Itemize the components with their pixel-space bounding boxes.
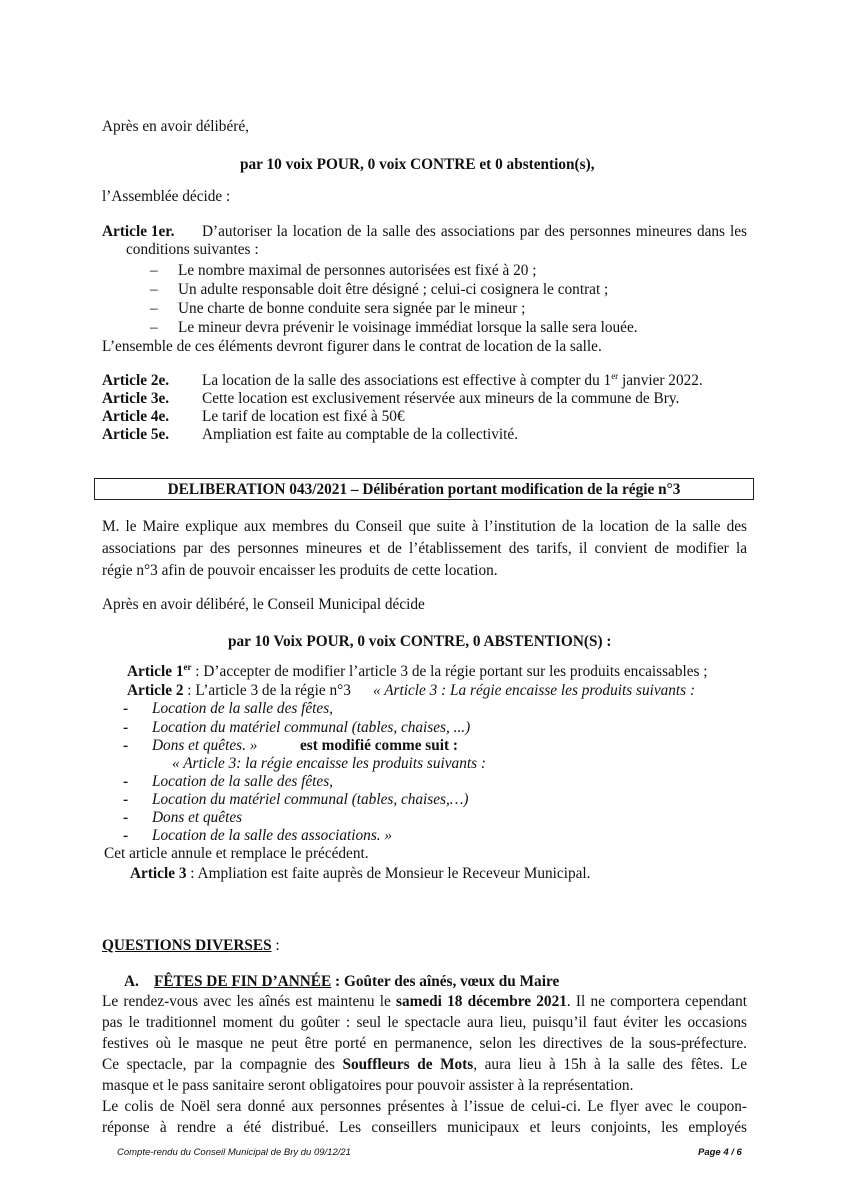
paragraph-line: M. le Maire explique aux membres du Conseil que suite à l’institution de la location de la salle des xyxy=(102,518,747,535)
dash: – xyxy=(150,319,158,336)
subsection-title-rest: : Goûter des aînés, vœux du Maire xyxy=(331,973,560,990)
article-text: D’autoriser la location de la salle des associations par des personnes mineures dans les xyxy=(202,223,747,240)
paragraph-line xyxy=(102,1056,747,1074)
new-quote: « Article 3: la régie encaisse les produits suivants : xyxy=(172,755,486,772)
article-1 xyxy=(0,223,848,243)
bullet: - xyxy=(123,809,129,826)
item-text: Location de la salle des fêtes, xyxy=(152,773,333,790)
dash: – xyxy=(150,281,158,298)
date-highlight: samedi 18 décembre 2021 xyxy=(396,993,567,1010)
item-text: Location de la salle des associations. » xyxy=(152,827,393,844)
superscript: er xyxy=(611,371,619,381)
questions-diverses-heading xyxy=(102,937,280,955)
article-quote: « Article 3 : La régie encaisse les produits suivants : xyxy=(373,682,696,699)
deliberation-heading: DELIBERATION 043/2021 – Délibération portant modification de la régie n°3 xyxy=(167,481,681,498)
text-part: Ce spectacle, par la compagnie des xyxy=(102,1056,343,1073)
assembly-decides: l’Assemblée décide : xyxy=(102,188,231,205)
footer-left: Compte-rendu du Conseil Municipal de Bry du 09/12/21 xyxy=(117,1147,351,1158)
paragraph-line: associations par des personnes mineures et de l’établissement des tarifs, il convient de modifier la xyxy=(102,540,747,557)
bullet: - xyxy=(123,737,129,754)
item-text: Location de la salle des fêtes, xyxy=(152,700,333,717)
page-number: Page 4 / 6 xyxy=(698,1147,742,1158)
paragraph-line: réponse à rendre a été distribué. Les conseillers municipaux et leurs conjoints, les employés xyxy=(102,1119,747,1136)
article-label: Article 1 xyxy=(127,663,184,680)
article-text xyxy=(202,372,703,390)
text-part: . Il ne comportera cependant xyxy=(566,993,747,1010)
deliberation-intro: Après en avoir délibéré, xyxy=(102,118,249,135)
section-title-suffix: : xyxy=(271,937,280,954)
paragraph-line xyxy=(102,993,747,1011)
condition-text: Le mineur devra prévenir le voisinage immédiat lorsque la salle sera louée. xyxy=(178,319,638,336)
subsection-heading xyxy=(124,973,560,991)
article-text: : L’article 3 de la régie n°3 xyxy=(183,682,351,699)
company-name: Souffleurs de Mots xyxy=(342,1056,474,1073)
text-part: , aura lieu à 15h à la salle des fêtes. Le xyxy=(473,1056,747,1073)
paragraph-line: masque et le pass sanitaire seront obligatoires pour pouvoir assister à la représentation. xyxy=(102,1077,634,1094)
article-3 xyxy=(130,865,590,883)
article-text-part: janvier 2022. xyxy=(618,372,703,389)
article-text-cont: conditions suivantes : xyxy=(126,241,259,258)
article-text: Cette location est exclusivement réservée aux mineurs de la commune de Bry. xyxy=(202,390,680,407)
condition-text: Le nombre maximal de personnes autorisées est fixé à 20 ; xyxy=(178,262,537,279)
bullet: - xyxy=(123,719,129,736)
article-text: Le tarif de location est fixé à 50€ xyxy=(202,408,405,425)
subsection-title: FÊTES DE FIN D’ANNÉE xyxy=(154,973,332,990)
article-1 xyxy=(127,663,708,681)
article-label: Article 4e. xyxy=(102,408,170,425)
bullet: - xyxy=(123,827,129,844)
item-text: Location du matériel communal (tables, chaises,…) xyxy=(152,791,469,808)
article-text-part: La location de la salle des associations est effective à compter du 1 xyxy=(202,372,612,389)
article-text: : Ampliation est faite auprès de Monsieur le Receveur Municipal. xyxy=(186,865,591,882)
deliberation-intro: Après en avoir délibéré, le Conseil Municipal décide xyxy=(102,596,425,613)
bullet: - xyxy=(123,791,129,808)
article-label: Article 3e. xyxy=(102,390,170,407)
subsection-marker: A. xyxy=(124,973,139,990)
paragraph-line: festives où le masque ne peut être porté en permanence, selon les directives de la sous-préfecture. xyxy=(102,1035,747,1052)
item-text: Dons et quêtes. » xyxy=(152,737,258,754)
text-part: Le rendez-vous avec les aînés est maintenu le xyxy=(102,993,397,1010)
item-text: Dons et quêtes xyxy=(152,809,243,826)
bullet: - xyxy=(123,700,129,717)
bullet: - xyxy=(123,773,129,790)
article-label: Article 2e. xyxy=(102,372,170,389)
vote-result: par 10 voix POUR, 0 voix CONTRE et 0 abstention(s), xyxy=(240,156,595,173)
dash: – xyxy=(150,300,158,317)
article-label: Article 3 xyxy=(130,865,187,882)
article-2 xyxy=(127,682,351,700)
ensemble-text: L’ensemble de ces éléments devront figurer dans le contrat de location de la salle. xyxy=(102,338,602,355)
article-text: Ampliation est faite au comptable de la collectivité. xyxy=(202,426,519,443)
section-title: QUESTIONS DIVERSES xyxy=(102,937,272,954)
item-text: Location du matériel communal (tables, chaises, ...) xyxy=(152,719,471,736)
dash: – xyxy=(150,262,158,279)
paragraph-line: régie n°3 afin de pouvoir encaisser les produits de cette location. xyxy=(102,562,498,579)
article-label: Article 1er. xyxy=(102,223,175,240)
article-label: Article 2 xyxy=(127,682,184,699)
paragraph-line: pas le traditionnel moment du goûter : seul le spectacle aura lieu, puisqu’il faut éviter les occasions xyxy=(102,1014,747,1031)
article-label: Article 5e. xyxy=(102,426,170,443)
article-text: : D’accepter de modifier l’article 3 de la régie portant sur les produits encaissables ; xyxy=(191,663,708,680)
condition-text: Un adulte responsable doit être désigné ; celui-ci cosignera le contrat ; xyxy=(178,281,609,298)
paragraph-line: Le colis de Noël sera donné aux personnes présentes à l’issue de celui-ci. Le flyer avec le coupon- xyxy=(102,1098,747,1115)
superscript: er xyxy=(183,662,192,672)
vote-result: par 10 Voix POUR, 0 voix CONTRE, 0 ABSTENTION(S) : xyxy=(228,633,612,650)
modification-label: est modifié comme suit : xyxy=(300,737,459,754)
condition-text: Une charte de bonne conduite sera signée par le mineur ; xyxy=(178,300,526,317)
annule-text: Cet article annule et remplace le précédent. xyxy=(104,845,369,862)
